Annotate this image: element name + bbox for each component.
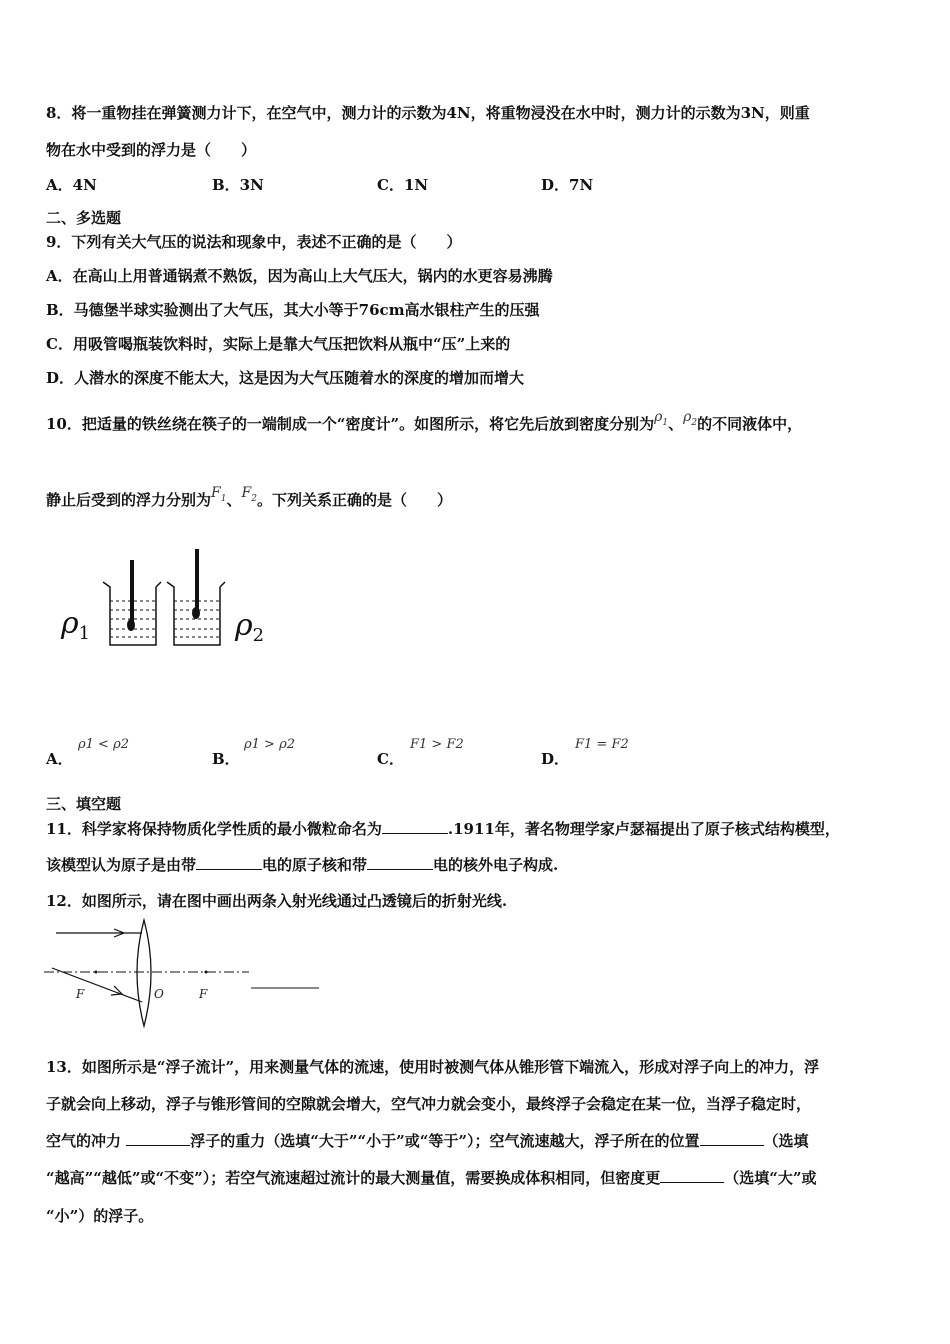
answer-blank[interactable] [382, 819, 448, 834]
q10-line1 [46, 409, 803, 441]
q8-line1: 8．将一重物挂在弹簧测力计下，在空气中，测力计的示数为4N，将重物浸没在水中时，测力计的示数为3N，则重 [46, 104, 810, 122]
q11-line1: 11．科学家将保持物质化学性质的最小微粒命名为 .1911年，著名物理学家卢瑟福提出了原子核式结构模型， [46, 820, 840, 838]
q13-line3: 空气的冲力 浮子的重力（选填“大于”“小于”或“等于”）；空气流速越大，浮子所在的位置 （选填 [46, 1132, 809, 1150]
figure-label-rho2: $\rho_2$ [235, 608, 265, 646]
q13-line4: “越高”“越低”或“不变”）；若空气流速超过流计的最大测量值，需要换成体积相同，但密度更 （选填“大”或 [46, 1169, 817, 1187]
q9-stem: 9．下列有关大气压的说法和现象中，表述不正确的是（ ） [46, 233, 462, 251]
q10-line2-text-b: 。下列关系正确的是（ ） [256, 491, 452, 509]
answer-blank[interactable] [700, 1131, 764, 1146]
answer-blank[interactable] [660, 1168, 724, 1183]
answer-blank[interactable] [367, 855, 433, 870]
q13-line1: 13．如图所示是“浮子流计”，用来测量气体的流速，使用时被测气体从锥形管下端流入，形成对浮子向上的冲力，浮 [46, 1058, 820, 1076]
q10-option-b-letter: B． [212, 750, 240, 768]
focal-point-left [95, 971, 98, 974]
q11-line2: 该模型认为原子是由带 电的原子核和带 电的核外电子构成. [46, 856, 559, 874]
f1-symbol: $F_1$ [211, 485, 227, 504]
q12-stem: 12．如图所示，请在图中画出两条入射光线通过凸透镜后的折射光线. [46, 892, 508, 910]
q8-option-b: B．3N [212, 176, 264, 194]
densimeter-weight-2 [192, 607, 200, 619]
f2-symbol: $F_2$ [241, 485, 257, 504]
section-heading-fill-in: 三、填空题 [46, 795, 122, 813]
q9-option-b: B．马德堡半球实验测出了大气压，其大小等于76cm高水银柱产生的压强 [46, 301, 540, 319]
q8-option-c: C．1N [377, 176, 429, 194]
q8-line2: 物在水中受到的浮力是（ ） [46, 141, 257, 159]
label-f-left: F [76, 987, 85, 1001]
q10-option-c-letter: C． [377, 750, 404, 768]
q9-option-d: D．人潜水的深度不能太大，这是因为大气压随着水的深度的增加而增大 [46, 369, 525, 387]
q13-line2: 子就会向上移动，浮子与锥形管间的空隙就会增大，空气冲力就会变小，最终浮子会稳定在某一位，当浮子稳定时， [46, 1095, 812, 1113]
q9-option-a: A．在高山上用普通锅煮不熟饭，因为高山上大气压大，锅内的水更容易沸腾 [46, 267, 553, 285]
q10-option-b-expr: ρ1 > ρ2 [244, 737, 295, 752]
focal-point-right [205, 971, 208, 974]
convex-lens [137, 920, 151, 1026]
q10-line1-text-a: 10．把适量的铁丝绕在筷子的一端制成一个“密度计”。如图所示，将它先后放到密度分别为 [46, 415, 655, 433]
label-o: O [154, 987, 164, 1001]
q10-line1-text-b: 的不同液体中， [697, 415, 803, 433]
q10-option-a-letter: A． [46, 750, 73, 768]
q8-option-d: D．7N [541, 176, 594, 194]
rho2-symbol: $\rho_2$ [683, 409, 698, 428]
q10-option-a-expr: ρ1 < ρ2 [78, 737, 129, 752]
q8-option-a: A．4N [46, 176, 97, 194]
label-f-right: F [199, 987, 208, 1001]
q10-option-d-letter: D． [541, 750, 570, 768]
q10-option-c-expr: F1 > F2 [410, 737, 464, 752]
q13-line5: “小”）的浮子。 [46, 1207, 154, 1225]
densimeter-figure [55, 545, 275, 655]
rho1-symbol: $\rho_1$ [654, 409, 669, 428]
densimeter-weight-1 [127, 619, 135, 631]
convex-lens-figure [44, 918, 324, 1030]
answer-blank[interactable] [196, 855, 262, 870]
q10-option-d-expr: F1 = F2 [575, 737, 629, 752]
section-heading-multiple-choice: 二、多选题 [46, 209, 122, 227]
q10-line2-text-a: 静止后受到的浮力分别为 [46, 491, 212, 509]
figure-label-rho1: $\rho_1$ [61, 606, 91, 644]
q10-line2: 静止后受到的浮力分别为$F_1$、$F_2$。下列关系正确的是（ ） [46, 485, 452, 509]
q9-option-c: C．用吸管喝瓶装饮料时，实际上是靠大气压把饮料从瓶中“压”上来的 [46, 335, 511, 353]
answer-blank[interactable] [126, 1131, 190, 1146]
separator: 、 [668, 415, 684, 433]
